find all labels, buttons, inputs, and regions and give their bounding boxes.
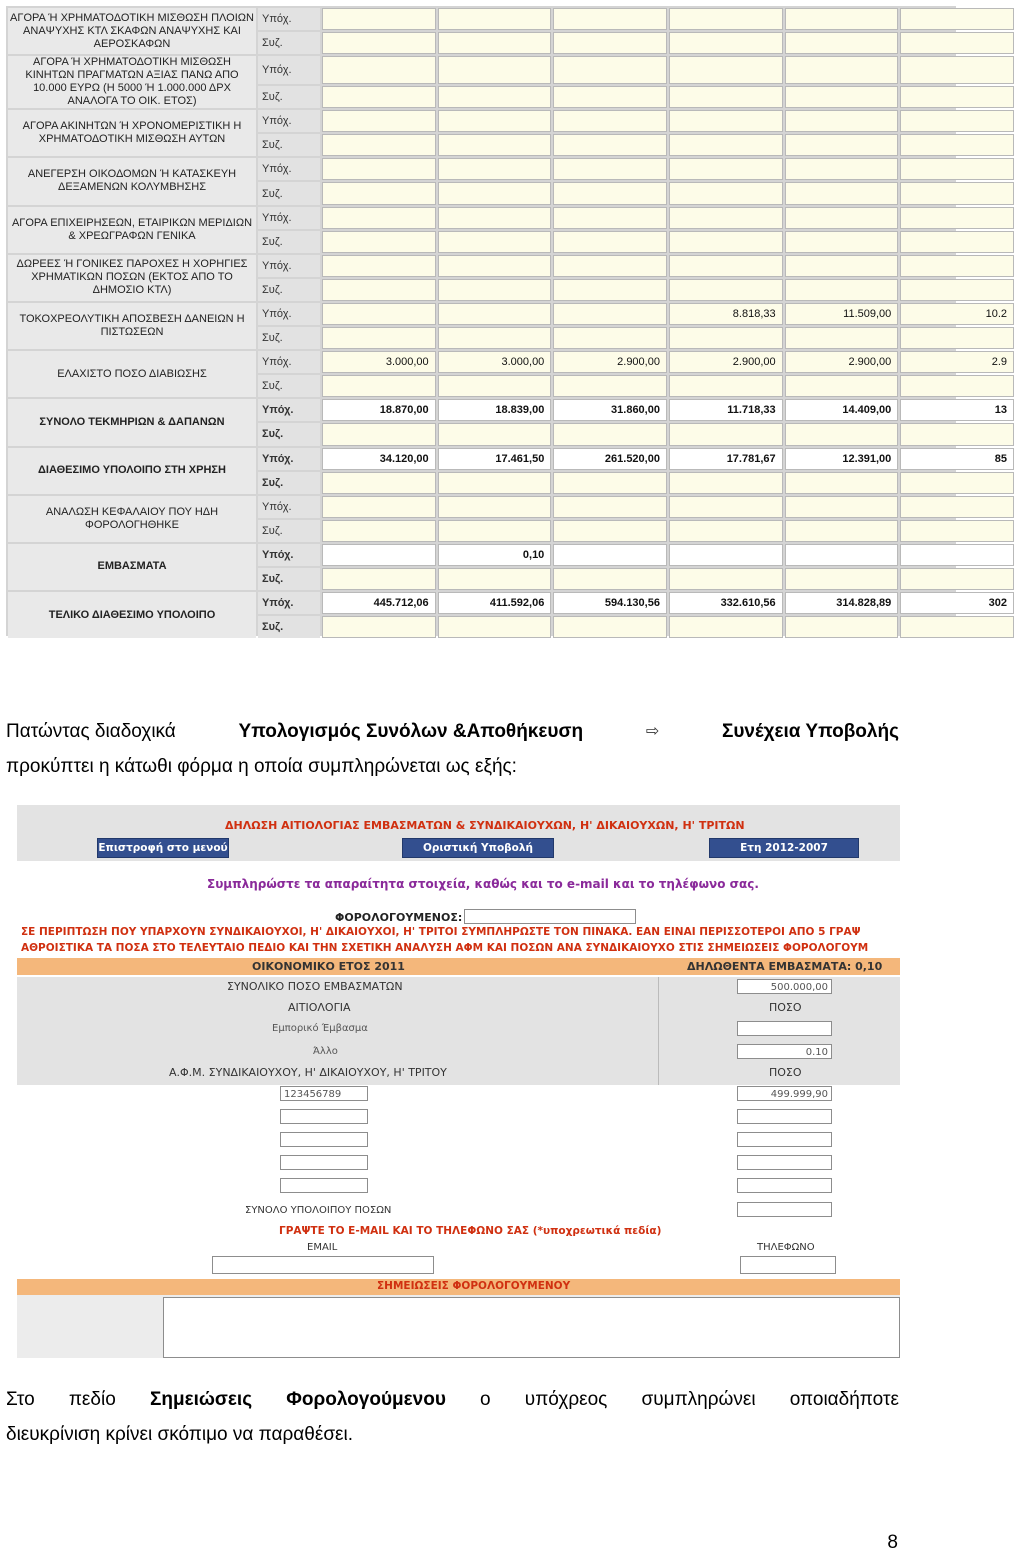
amount-header: ΠΟΣΟ	[769, 1001, 802, 1014]
para1-bold-action: Υπολογισμός Συνόλων &Αποθήκευση	[238, 721, 584, 742]
value-cell[interactable]	[785, 207, 899, 229]
para2-bold1: Σημειώσεις	[149, 1389, 253, 1410]
value-cell[interactable]	[669, 231, 783, 253]
table-row	[8, 351, 1014, 373]
value-cell[interactable]	[669, 496, 783, 518]
value-cell[interactable]	[322, 472, 436, 494]
value-cell[interactable]	[438, 182, 552, 204]
total-remittances-label: ΣΥΝΟΛΙΚΟ ΠΟΣΟ ΕΜΒΑΣΜΑΤΩΝ	[227, 980, 403, 993]
years-button[interactable]: Ετη 2012-2007	[709, 838, 859, 858]
value-cell[interactable]	[785, 568, 899, 590]
table-row	[8, 544, 1014, 566]
row-type-label: Υπόχ.	[258, 255, 320, 277]
value-cell[interactable]	[322, 207, 436, 229]
value-cell[interactable]	[553, 56, 667, 84]
value-cell[interactable]	[553, 520, 667, 542]
value-cell[interactable]: 85	[900, 448, 1014, 470]
value-cell[interactable]	[553, 134, 667, 156]
afm-input[interactable]	[280, 1109, 368, 1124]
value-cell[interactable]	[900, 568, 1014, 590]
value-cell[interactable]	[669, 327, 783, 349]
value-cell[interactable]	[785, 8, 899, 30]
value-cell[interactable]	[438, 110, 552, 132]
value-cell[interactable]	[669, 568, 783, 590]
reason-other-amount[interactable]: 0.10	[737, 1044, 832, 1059]
value-cell[interactable]	[900, 279, 1014, 301]
table-row	[8, 158, 1014, 180]
taxpayer-label: ΦΟΡΟΛΟΓΟΥΜΕΝΟΣ:	[335, 911, 463, 924]
value-cell[interactable]	[553, 279, 667, 301]
para2-line2: διευκρίνιση κρίνει σκόπιμο να παραθέσει.	[6, 1424, 354, 1445]
value-cell[interactable]	[785, 255, 899, 277]
value-cell[interactable]	[438, 303, 552, 325]
value-cell[interactable]	[785, 544, 899, 566]
value-cell[interactable]	[900, 32, 1014, 54]
row-type-label: Συζ.	[258, 520, 320, 542]
value-cell[interactable]	[669, 110, 783, 132]
email-instruction: ΓΡΑΨΤΕ ΤΟ E-MAIL ΚΑΙ ΤΟ ΤΗΛΕΦΩΝΟ ΣΑΣ (*υποχρεωτικά πεδία)	[279, 1225, 662, 1237]
value-cell[interactable]	[669, 158, 783, 180]
value-cell[interactable]	[553, 423, 667, 445]
value-cell[interactable]	[900, 423, 1014, 445]
reason-other: Άλλο	[313, 1046, 338, 1057]
value-cell[interactable]	[553, 303, 667, 325]
row-type-label: Συζ.	[258, 32, 320, 54]
email-label: EMAIL	[307, 1242, 338, 1253]
summary-divider	[658, 977, 659, 1085]
para1-bold-continue: Συνέχεια Υποβολής	[721, 721, 899, 742]
value-cell[interactable]: 2.900,00	[785, 351, 899, 373]
row-label: ΤΟΚΟΧΡΕΟΛΥΤΙΚΗ ΑΠΟΣΒΕΣΗ ΔΑΝΕΙΩΝ Η ΠΙΣΤΩΣΕΩΝ	[8, 303, 256, 349]
value-cell[interactable]	[669, 472, 783, 494]
table-row	[8, 207, 1014, 229]
table-row	[8, 448, 1014, 470]
value-cell[interactable]: 2.9	[900, 351, 1014, 373]
value-cell[interactable]	[785, 158, 899, 180]
row-type-label: Υπόχ.	[258, 351, 320, 373]
row-type-label: Συζ.	[258, 182, 320, 204]
row-type-label: Συζ.	[258, 423, 320, 445]
value-cell[interactable]	[669, 182, 783, 204]
value-cell[interactable]	[322, 496, 436, 518]
value-cell[interactable]	[785, 56, 899, 84]
value-cell[interactable]	[785, 231, 899, 253]
value-cell[interactable]	[553, 158, 667, 180]
row-type-label: Υπόχ.	[258, 303, 320, 325]
value-cell[interactable]	[553, 255, 667, 277]
row-label: ΑΓΟΡΑ ΕΠΙΧΕΙΡΗΣΕΩΝ, ΕΤΑΙΡΙΚΩΝ ΜΕΡΙΔΙΩΝ & ΧΡΕΩΓΡΑΦΩΝ ΓΕΝΙΚΑ	[8, 207, 256, 253]
value-cell[interactable]	[900, 110, 1014, 132]
reason-header: ΑΙΤΙΟΛΟΓΙΑ	[288, 1001, 351, 1014]
value-cell[interactable]	[900, 182, 1014, 204]
reason-commercial-amount[interactable]	[737, 1021, 832, 1036]
value-cell[interactable]	[669, 134, 783, 156]
row-type-label: Συζ.	[258, 568, 320, 590]
afm-amount-header: ΠΟΣΟ	[769, 1066, 802, 1079]
value-cell[interactable]	[322, 423, 436, 445]
value-cell[interactable]	[900, 496, 1014, 518]
value-cell[interactable]	[900, 255, 1014, 277]
value-cell[interactable]	[553, 616, 667, 638]
afm-amount-input[interactable]: 499.999,90	[737, 1086, 832, 1101]
value-cell[interactable]: 332.610,56	[669, 592, 783, 614]
table-row	[8, 303, 1014, 325]
afm-input[interactable]: 123456789	[280, 1086, 368, 1101]
value-cell[interactable]	[900, 56, 1014, 84]
remaining-total-label: ΣΥΝΟΛΟ ΥΠΟΛΟΙΠΟΥ ΠΟΣΩΝ	[245, 1205, 392, 1216]
value-cell[interactable]	[322, 32, 436, 54]
row-label: ΕΛΑΧΙΣΤΟ ΠΟΣΟ ΔΙΑΒΙΩΣΗΣ	[8, 351, 256, 397]
row-label: ΤΕΛΙΚΟ ΔΙΑΘΕΣΙΜΟ ΥΠΟΛΟΙΠΟ	[8, 592, 256, 638]
value-cell[interactable]: 31.860,00	[553, 399, 667, 421]
value-cell[interactable]	[785, 86, 899, 108]
email-input[interactable]	[212, 1256, 434, 1274]
table-row	[8, 496, 1014, 518]
row-type-label: Συζ.	[258, 134, 320, 156]
table-row	[8, 399, 1014, 421]
value-cell[interactable]	[438, 423, 552, 445]
para2-bold2: Φορολογούμενου	[286, 1389, 446, 1410]
value-cell[interactable]: 261.520,00	[553, 448, 667, 470]
value-cell[interactable]	[438, 231, 552, 253]
value-cell[interactable]	[322, 255, 436, 277]
afm-input[interactable]	[280, 1178, 368, 1193]
reason-commercial: Εμπορικό Έμβασμα	[272, 1023, 368, 1034]
instruction-paragraph	[6, 714, 899, 784]
value-cell[interactable]: 18.870,00	[322, 399, 436, 421]
value-cell[interactable]	[900, 134, 1014, 156]
value-cell[interactable]: 3.000,00	[438, 351, 552, 373]
row-type-label: Συζ.	[258, 231, 320, 253]
value-cell[interactable]: 12.391,00	[785, 448, 899, 470]
para1-line2: προκύπτει η κάτωθι φόρμα η οποία συμπληρώνεται ως εξής:	[6, 756, 517, 777]
value-cell[interactable]	[900, 616, 1014, 638]
value-cell[interactable]	[553, 327, 667, 349]
value-cell[interactable]	[900, 327, 1014, 349]
afm-amount-input[interactable]	[737, 1109, 832, 1124]
final-submit-button[interactable]: Οριστική Υποβολή	[402, 838, 554, 858]
row-type-label: Υπόχ.	[258, 544, 320, 566]
row-type-label: Συζ.	[258, 86, 320, 108]
value-cell[interactable]	[322, 8, 436, 30]
afm-input[interactable]	[280, 1132, 368, 1147]
value-cell[interactable]	[553, 86, 667, 108]
value-cell[interactable]: 34.120,00	[322, 448, 436, 470]
value-cell[interactable]	[322, 56, 436, 84]
value-cell[interactable]	[900, 8, 1014, 30]
row-label: ΕΜΒΑΣΜΑΤΑ	[8, 544, 256, 590]
value-cell[interactable]	[438, 8, 552, 30]
value-cell[interactable]	[785, 110, 899, 132]
value-cell[interactable]	[785, 375, 899, 397]
total-remittances-field[interactable]: 500.000,00	[737, 979, 832, 994]
value-cell[interactable]: 2.900,00	[669, 351, 783, 373]
para2-w6: οποιαδήποτε	[789, 1389, 899, 1410]
value-cell[interactable]	[438, 375, 552, 397]
value-cell[interactable]	[900, 158, 1014, 180]
table-row	[8, 592, 1014, 614]
value-cell[interactable]: 2.900,00	[553, 351, 667, 373]
value-cell[interactable]	[322, 86, 436, 108]
row-type-label: Υπόχ.	[258, 592, 320, 614]
form-title: ΔΗΛΩΣΗ ΑΙΤΙΟΛΟΓΙΑΣ ΕΜΒΑΣΜΑΤΩΝ & ΣΥΝΔΙΚΑΙΟΥΧΩΝ, Η' ΔΙΚΑΙΟΥΧΩΝ, Η' ΤΡΙΤΩΝ	[225, 819, 745, 832]
value-cell[interactable]	[438, 255, 552, 277]
value-cell[interactable]: 10.2	[900, 303, 1014, 325]
value-cell[interactable]	[553, 544, 667, 566]
row-label: ΔΩΡΕΕΣ Ή ΓΟΝΙΚΕΣ ΠΑΡΟΧΕΣ Η ΧΟΡΗΓΙΕΣ ΧΡΗΜΑΤΙΚΩΝ ΠΟΣΩΝ (ΕΚΤΟΣ ΑΠΟ ΤΟ ΔΗΜΟΣΙΟ ΚΤΛ)	[8, 255, 256, 301]
value-cell[interactable]	[669, 255, 783, 277]
value-cell[interactable]	[900, 231, 1014, 253]
value-cell[interactable]: 17.461,50	[438, 448, 552, 470]
value-cell[interactable]	[785, 472, 899, 494]
value-cell[interactable]	[900, 207, 1014, 229]
value-cell[interactable]: 14.409,00	[785, 399, 899, 421]
value-cell[interactable]	[900, 472, 1014, 494]
value-cell[interactable]	[669, 375, 783, 397]
value-cell[interactable]	[669, 56, 783, 84]
remittance-form-screenshot	[17, 805, 900, 1358]
value-cell[interactable]	[322, 568, 436, 590]
value-cell[interactable]	[438, 158, 552, 180]
page-number: 8	[887, 1532, 898, 1553]
value-cell[interactable]: 11.718,33	[669, 399, 783, 421]
value-cell[interactable]	[438, 327, 552, 349]
row-label: ΑΓΟΡΑ Ή ΧΡΗΜΑΤΟΔΟΤΙΚΗ ΜΙΣΘΩΣΗ ΚΙΝΗΤΩΝ ΠΡΑΓΜΑΤΩΝ ΑΞΙΑΣ ΠΑΝΩ ΑΠΟ 10.000 ΕΥΡΩ (Η 5000 Ή 1.000.000 ΔΡΧ ΑΝΑΛΟΓΑ ΤΟ ΟΙΚ. ΕΤΟΣ)	[8, 56, 256, 108]
remaining-total-field[interactable]	[737, 1202, 832, 1217]
warning-line-2: ΑΘΡΟΙΣΤΙΚΑ ΤΑ ΠΟΣΑ ΣΤΟ ΤΕΛΕΥΤΑΙΟ ΠΕΔΙΟ ΚΑΙ ΤΗΝ ΣΧΕΤΙΚΗ ΑΝΑΛΥΣΗ ΑΦΜ ΚΑΙ ΠΟΣΩΝ ΑΝΑ ΣΥΝΔΙΚΑΙΟΥΧΟ ΣΤΙΣ ΣΗΜΕΙΩΣΕΙΣ ΦΟΡΟΛΟΓΟΥΜ	[21, 942, 869, 954]
value-cell[interactable]	[322, 520, 436, 542]
value-cell[interactable]	[553, 207, 667, 229]
row-type-label: Συζ.	[258, 279, 320, 301]
row-label: ΔΙΑΘΕΣΙΜΟ ΥΠΟΛΟΙΠΟ ΣΤΗ ΧΡΗΣΗ	[8, 448, 256, 494]
value-cell[interactable]	[785, 327, 899, 349]
value-cell[interactable]	[785, 32, 899, 54]
value-cell[interactable]	[438, 616, 552, 638]
value-cell[interactable]: 17.781,67	[669, 448, 783, 470]
value-cell[interactable]	[553, 231, 667, 253]
value-cell[interactable]	[322, 616, 436, 638]
row-label: ΑΓΟΡΑ ΑΚΙΝΗΤΩΝ Ή ΧΡΟΝΟΜΕΡΙΣΤΙΚΗ Η ΧΡΗΜΑΤΟΔΟΤΙΚΗ ΜΙΣΘΩΣΗ ΑΥΤΩΝ	[8, 110, 256, 156]
row-type-label: Υπόχ.	[258, 158, 320, 180]
value-cell[interactable]	[322, 182, 436, 204]
value-cell[interactable]	[669, 8, 783, 30]
row-label: ΣΥΝΟΛΟ ΤΕΚΜΗΡΙΩΝ & ΔΑΠΑΝΩΝ	[8, 399, 256, 445]
tax-data-table	[6, 6, 1007, 636]
value-cell[interactable]	[322, 327, 436, 349]
value-cell[interactable]: 411.592,06	[438, 592, 552, 614]
row-label: ΑΝΕΓΕΡΣΗ ΟΙΚΟΔΟΜΩΝ Ή ΚΑΤΑΣΚΕΥΗ ΔΕΞΑΜΕΝΩΝ ΚΟΛΥΜΒΗΣΗΣ	[8, 158, 256, 204]
value-cell[interactable]	[322, 134, 436, 156]
value-cell[interactable]	[669, 520, 783, 542]
value-cell[interactable]	[669, 544, 783, 566]
value-cell[interactable]	[322, 110, 436, 132]
value-cell[interactable]	[438, 279, 552, 301]
phone-input[interactable]	[740, 1256, 836, 1274]
warning-line-1: ΣΕ ΠΕΡΙΠΤΩΣΗ ΠΟΥ ΥΠΑΡΧΟΥΝ ΣΥΝΔΙΚΑΙΟΥΧΟΙ, Η' ΔΙΚΑΙΟΥΧΟΙ, Η' ΤΡΙΤΟΙ ΣΥΜΠΛΗΡΩΣΤΕ ΤΟΝ ΠΙΝΑΚΑ. ΕΑΝ ΕΙΝΑΙ ΠΕΡΙΣΣΟΤΕΡΟΙ ΑΠΟ 5 ΓΡΑΨ	[21, 926, 861, 938]
notes-header: ΣΗΜΕΙΩΣΕΙΣ ΦΟΡΟΛΟΓΟΥΜΕΝΟΥ	[377, 1280, 571, 1292]
value-cell[interactable]	[438, 32, 552, 54]
value-cell[interactable]	[322, 544, 436, 566]
row-type-label: Υπόχ.	[258, 496, 320, 518]
row-type-label: Συζ.	[258, 375, 320, 397]
value-cell[interactable]: 314.828,89	[785, 592, 899, 614]
tax-data-grid	[6, 6, 1016, 640]
row-type-label: Υπόχ.	[258, 207, 320, 229]
value-cell[interactable]	[438, 56, 552, 84]
value-cell[interactable]: 13	[900, 399, 1014, 421]
table-row	[8, 110, 1014, 132]
notes-textarea[interactable]	[163, 1297, 900, 1358]
value-cell[interactable]	[553, 8, 667, 30]
value-cell[interactable]	[322, 303, 436, 325]
para2-w4: υπόχρεος	[524, 1389, 608, 1410]
para2-w1: Στο	[6, 1389, 35, 1410]
row-type-label: Συζ.	[258, 327, 320, 349]
afm-header: Α.Φ.Μ. ΣΥΝΔΙΚΑΙΟΥΧΟΥ, Η' ΔΙΚΑΙΟΥΧΟΥ, Η' ΤΡΙΤΟΥ	[169, 1066, 447, 1079]
para2-w5: συμπληρώνει	[641, 1389, 756, 1410]
declared-remittances: ΔΗΛΩΘΕΝΤΑ ΕΜΒΑΣΜΑΤΑ: 0,10	[687, 960, 883, 973]
back-to-menu-button[interactable]: Επιστροφή στο μενού	[97, 838, 229, 858]
value-cell[interactable]	[438, 207, 552, 229]
value-cell[interactable]	[438, 472, 552, 494]
value-cell[interactable]	[553, 32, 667, 54]
row-type-label: Συζ.	[258, 472, 320, 494]
row-type-label: Υπόχ.	[258, 110, 320, 132]
value-cell[interactable]	[438, 134, 552, 156]
value-cell[interactable]: 445.712,06	[322, 592, 436, 614]
afm-input[interactable]	[280, 1155, 368, 1170]
row-type-label: Υπόχ.	[258, 56, 320, 84]
taxpayer-field[interactable]	[464, 909, 636, 924]
value-cell[interactable]	[669, 32, 783, 54]
row-type-label: Υπόχ.	[258, 399, 320, 421]
value-cell[interactable]	[785, 279, 899, 301]
value-cell[interactable]	[669, 279, 783, 301]
value-cell[interactable]	[900, 86, 1014, 108]
value-cell[interactable]	[553, 568, 667, 590]
value-cell[interactable]: 302	[900, 592, 1014, 614]
value-cell[interactable]	[438, 568, 552, 590]
value-cell[interactable]	[438, 86, 552, 108]
value-cell[interactable]	[438, 496, 552, 518]
value-cell[interactable]	[785, 182, 899, 204]
value-cell[interactable]	[322, 279, 436, 301]
value-cell[interactable]	[900, 375, 1014, 397]
value-cell[interactable]	[553, 472, 667, 494]
para1-text: Πατώντας διαδοχικά	[6, 721, 176, 742]
value-cell[interactable]	[669, 616, 783, 638]
notes-paragraph	[6, 1382, 899, 1452]
value-cell[interactable]	[553, 496, 667, 518]
value-cell[interactable]: 18.839,00	[438, 399, 552, 421]
value-cell[interactable]	[785, 496, 899, 518]
row-label: ΑΝΑΛΩΣΗ ΚΕΦΑΛΑΙΟΥ ΠΟΥ ΗΔΗ ΦΟΡΟΛΟΓΗΘΗΚΕ	[8, 496, 256, 542]
value-cell[interactable]	[900, 544, 1014, 566]
value-cell[interactable]	[785, 616, 899, 638]
afm-amount-input[interactable]	[737, 1178, 832, 1193]
value-cell[interactable]: 11.509,00	[785, 303, 899, 325]
form-instruction: Συμπληρώστε τα απαραίτητα στοιχεία, καθώς και το e-mail και το τηλέφωνο σας.	[207, 877, 759, 891]
para2-w3: ο	[480, 1389, 491, 1410]
value-cell[interactable]	[669, 423, 783, 445]
value-cell[interactable]: 594.130,56	[553, 592, 667, 614]
value-cell[interactable]	[322, 231, 436, 253]
phone-label: ΤΗΛΕΦΩΝΟ	[757, 1242, 815, 1253]
value-cell[interactable]	[553, 182, 667, 204]
value-cell[interactable]	[669, 86, 783, 108]
row-type-label: Υπόχ.	[258, 448, 320, 470]
value-cell[interactable]	[669, 207, 783, 229]
row-type-label: Υπόχ.	[258, 8, 320, 30]
value-cell[interactable]: 8.818,33	[669, 303, 783, 325]
value-cell[interactable]	[785, 520, 899, 542]
value-cell[interactable]	[785, 134, 899, 156]
row-label: ΑΓΟΡΑ Ή ΧΡΗΜΑΤΟΔΟΤΙΚΗ ΜΙΣΘΩΣΗ ΠΛΟΙΩΝ ΑΝΑΨΥΧΗΣ ΚΤΛ ΣΚΑΦΩΝ ΑΝΑΨΥΧΗΣ ΚΑΙ ΑΕΡΟΣΚΑΦΩΝ	[8, 8, 256, 54]
afm-amount-input[interactable]	[737, 1132, 832, 1147]
para2-w2: πεδίο	[68, 1389, 116, 1410]
value-cell[interactable]	[322, 158, 436, 180]
value-cell[interactable]	[785, 423, 899, 445]
arrow-right-icon: ⇨	[645, 723, 660, 740]
fiscal-year: ΟΙΚΟΝΟΜΙΚΟ ΕΤΟΣ 2011	[252, 960, 405, 973]
value-cell[interactable]	[553, 375, 667, 397]
afm-amount-input[interactable]	[737, 1155, 832, 1170]
value-cell[interactable]	[322, 375, 436, 397]
value-cell[interactable]: 3.000,00	[322, 351, 436, 373]
value-cell[interactable]	[438, 520, 552, 542]
row-type-label: Συζ.	[258, 616, 320, 638]
value-cell[interactable]: 0,10	[438, 544, 552, 566]
value-cell[interactable]	[553, 110, 667, 132]
value-cell[interactable]	[900, 520, 1014, 542]
